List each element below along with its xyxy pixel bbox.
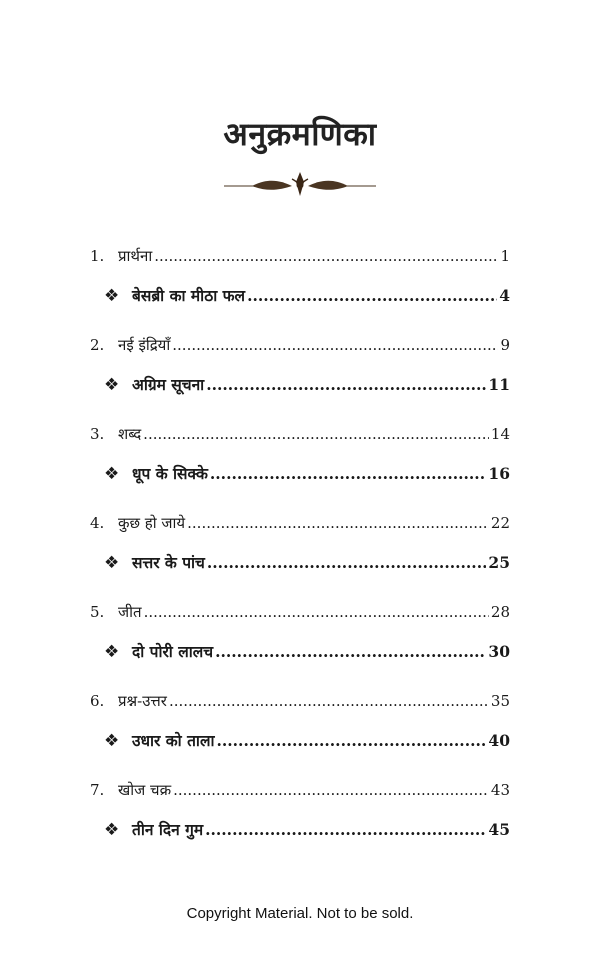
story-page-number: 16 xyxy=(488,464,510,483)
story-page-number: 11 xyxy=(488,375,510,394)
chapter-line[interactable] xyxy=(90,335,510,355)
chapter-number: 5. xyxy=(90,603,105,621)
chapter-page-number: 43 xyxy=(490,781,510,799)
story-line[interactable] xyxy=(104,284,510,306)
story-page-number: 4 xyxy=(499,286,510,305)
story-page-number: 45 xyxy=(488,820,510,839)
decorative-flourish-icon xyxy=(222,170,378,200)
chapter-title: कुछ हो जाये xyxy=(118,514,186,532)
dot-leader xyxy=(173,781,489,799)
dot-leader xyxy=(247,286,497,305)
chapter-title: खोज चक्र xyxy=(118,781,172,799)
story-title: उधार को ताला xyxy=(132,731,215,750)
diamond-bullet-icon: ❖ xyxy=(104,642,120,662)
toc-entry xyxy=(90,507,510,596)
diamond-bullet-icon: ❖ xyxy=(104,731,120,751)
dot-leader xyxy=(144,603,489,621)
story-line[interactable] xyxy=(104,373,510,395)
dot-leader xyxy=(205,820,486,839)
dot-leader xyxy=(206,375,486,394)
story-title: धूप के सिक्के xyxy=(132,464,208,483)
toc-entry xyxy=(90,329,510,418)
table-of-contents xyxy=(90,240,510,863)
diamond-bullet-icon: ❖ xyxy=(104,286,120,306)
dot-leader xyxy=(172,336,498,354)
story-page-number: 25 xyxy=(488,553,510,572)
story-title: बेसब्री का मीठा फल xyxy=(132,286,246,305)
chapter-page-number: 28 xyxy=(490,603,510,621)
dot-leader xyxy=(215,642,486,661)
chapter-line[interactable] xyxy=(90,246,510,266)
chapter-line[interactable] xyxy=(90,602,510,622)
chapter-number: 7. xyxy=(90,781,105,799)
chapter-line[interactable] xyxy=(90,424,510,444)
chapter-title: प्रश्न-उत्तर xyxy=(118,692,167,710)
story-title: अग्रिम सूचना xyxy=(132,375,205,394)
chapter-number: 6. xyxy=(90,692,105,710)
story-line[interactable] xyxy=(104,551,510,573)
chapter-title: प्रार्थना xyxy=(118,247,153,265)
diamond-bullet-icon: ❖ xyxy=(104,375,120,395)
diamond-bullet-icon: ❖ xyxy=(104,553,120,573)
chapter-page-number: 22 xyxy=(490,514,510,532)
diamond-bullet-icon: ❖ xyxy=(104,464,120,484)
story-line[interactable] xyxy=(104,818,510,840)
story-title: दो पोरी लालच xyxy=(132,642,214,661)
dot-leader xyxy=(210,464,487,483)
toc-entry xyxy=(90,418,510,507)
story-title: सत्तर के पांच xyxy=(132,553,205,572)
dot-leader xyxy=(216,731,486,750)
toc-entry xyxy=(90,240,510,329)
story-line[interactable] xyxy=(104,640,510,662)
story-title: तीन दिन गुम xyxy=(132,820,204,839)
chapter-line[interactable] xyxy=(90,513,510,533)
chapter-number: 4. xyxy=(90,514,105,532)
chapter-number: 1. xyxy=(90,247,105,265)
toc-entry xyxy=(90,774,510,863)
diamond-bullet-icon: ❖ xyxy=(104,820,120,840)
chapter-page-number: 1 xyxy=(500,247,510,265)
chapter-page-number: 9 xyxy=(500,336,510,354)
dot-leader xyxy=(207,553,487,572)
chapter-title: शब्द xyxy=(118,425,142,443)
copyright-footer: Copyright Material. Not to be sold. xyxy=(186,905,414,922)
story-page-number: 40 xyxy=(488,731,510,750)
page-title: अनुक्रमणिका xyxy=(223,115,377,153)
chapter-page-number: 14 xyxy=(490,425,510,443)
dot-leader xyxy=(154,247,498,265)
toc-entry xyxy=(90,685,510,774)
dot-leader xyxy=(187,514,489,532)
story-line[interactable] xyxy=(104,462,510,484)
dot-leader xyxy=(169,692,489,710)
chapter-number: 2. xyxy=(90,336,105,354)
chapter-title: जीत xyxy=(118,603,142,621)
chapter-number: 3. xyxy=(90,425,105,443)
dot-leader xyxy=(143,425,489,443)
story-page-number: 30 xyxy=(488,642,510,661)
chapter-line[interactable] xyxy=(90,691,510,711)
toc-entry xyxy=(90,596,510,685)
chapter-line[interactable] xyxy=(90,780,510,800)
story-line[interactable] xyxy=(104,729,510,751)
chapter-page-number: 35 xyxy=(490,692,510,710)
chapter-title: नई इंद्रियाँ xyxy=(118,336,171,354)
